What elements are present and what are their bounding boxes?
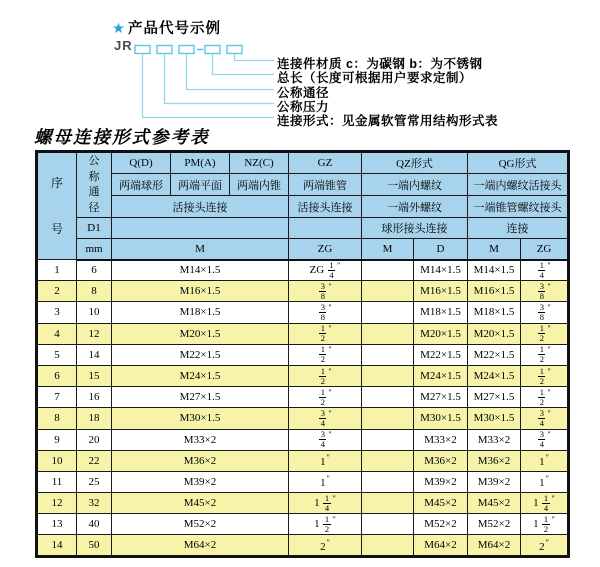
table-row <box>37 429 569 450</box>
cell-qz-d: M33×2 <box>414 429 468 450</box>
table-header <box>37 152 569 260</box>
cell-qz-d: M45×2 <box>414 493 468 514</box>
table-title: 螺母连接形式参考表 <box>34 128 210 148</box>
cell-gz <box>289 302 362 323</box>
col-header-nzc-sub: 两端内锥 <box>230 174 289 196</box>
fraction: $\frac{1}{2}$ <box>539 365 544 386</box>
inch-mark: ″ <box>551 493 555 503</box>
inch-mark: ″ <box>547 324 551 334</box>
inch-mark: ″ <box>547 366 551 376</box>
cell-qz-m <box>362 429 414 450</box>
cell-qz-d: M39×2 <box>414 471 468 492</box>
inch-mark: ″ <box>332 493 336 503</box>
cell-qz-d: M18×1.5 <box>414 302 468 323</box>
cell-qg-zg <box>521 344 569 365</box>
cell-seq: 12 <box>37 493 77 514</box>
fraction: $\frac{1}{4}$ <box>329 259 334 280</box>
table-row <box>37 450 569 471</box>
table-row <box>37 471 569 492</box>
leader-line <box>213 54 275 75</box>
code-label-connection: 连接形式：见金属软管常用结构形式表 <box>277 114 499 128</box>
cell-qz-m <box>362 408 414 429</box>
table-row <box>37 323 569 344</box>
cell-qg-m: M36×2 <box>468 450 521 471</box>
col-header-m3: M <box>112 239 289 260</box>
col-header-qg: QG形式 <box>468 152 569 174</box>
cell-qg-zg: 1″ <box>521 471 569 492</box>
cell-qg-m: M52×2 <box>468 514 521 535</box>
cell-seq: 7 <box>37 387 77 408</box>
leader-line <box>143 54 275 118</box>
cell-qg-zg <box>521 387 569 408</box>
inch-mark: ″ <box>328 408 332 418</box>
cell-qz-m <box>362 344 414 365</box>
cell-m: M64×2 <box>112 535 289 556</box>
table-row <box>37 365 569 386</box>
cell-qg-m: M30×1.5 <box>468 408 521 429</box>
fraction: $\frac{1}{2}$ <box>320 323 325 344</box>
col-header-qg-conn: 连接 <box>468 218 569 239</box>
cell-gz: ZG $\frac{1}{4}$ ″ <box>289 260 362 281</box>
inch-mark: ″ <box>545 537 549 547</box>
cell-qg-zg <box>521 302 569 323</box>
fraction: $\frac{3}{8}$ <box>320 280 325 301</box>
cell-qz-m <box>362 323 414 344</box>
cell-m: M18×1.5 <box>112 302 289 323</box>
inch-mark: ″ <box>328 430 332 440</box>
fraction: $\frac{1}{2}$ <box>539 323 544 344</box>
cell-m: M16×1.5 <box>112 281 289 302</box>
cell-qz-m <box>362 387 414 408</box>
cell-m: M24×1.5 <box>112 365 289 386</box>
cell-seq: 10 <box>37 450 77 471</box>
cell-qg-m: M16×1.5 <box>468 281 521 302</box>
inch-mark: ″ <box>328 366 332 376</box>
cell-qg-zg: 2″ <box>521 535 569 556</box>
cell-qz-d: M16×1.5 <box>414 281 468 302</box>
col-header-gz-sub: 两端锥管 <box>289 174 362 196</box>
cell-gz <box>289 387 362 408</box>
cell-m: M36×2 <box>112 450 289 471</box>
col-header-gz-conn: 活接头连接 <box>289 196 362 218</box>
col-header-qz: QZ形式 <box>362 152 468 174</box>
cell-m: M45×2 <box>112 493 289 514</box>
fraction: $\frac{1}{2}$ <box>320 365 325 386</box>
cell-qz-d: M30×1.5 <box>414 408 468 429</box>
code-box <box>135 46 150 54</box>
col-header-qg-sub1: 一端内螺纹活接头 <box>468 174 569 196</box>
col-header-zg: ZG <box>289 239 362 260</box>
col-header-qg-sub2: 一端锥管螺纹接头 <box>468 196 569 218</box>
inch-mark: ″ <box>337 260 341 270</box>
inch-mark: ″ <box>547 430 551 440</box>
leader-line <box>235 54 275 61</box>
cell-qg-m: M20×1.5 <box>468 323 521 344</box>
code-label-length: 总长（长度可根据用户要求定制） <box>277 71 473 85</box>
fraction: $\frac{3}{8}$ <box>539 302 544 322</box>
cell-dn: 8 <box>77 281 112 302</box>
fraction: $\frac{1}{2}$ <box>324 513 330 534</box>
cell-gz: 1 $\frac{1}{4}$ ″ <box>289 493 362 514</box>
cell-gz <box>289 429 362 450</box>
nut-connection-table <box>35 150 570 558</box>
fraction: $\frac{3}{8}$ <box>539 280 544 301</box>
cell-qg-m: M24×1.5 <box>468 365 521 386</box>
col-header-empty1 <box>112 218 289 239</box>
cell-qz-d: M22×1.5 <box>414 344 468 365</box>
inch-mark: ″ <box>332 514 336 524</box>
col-header-qg-zg: ZG <box>521 239 569 260</box>
cell-seq: 2 <box>37 281 77 302</box>
inch-mark: ″ <box>547 345 551 355</box>
cell-m: M14×1.5 <box>112 260 289 281</box>
cell-qz-m <box>362 471 414 492</box>
cell-dn: 14 <box>77 344 112 365</box>
cell-dn: 16 <box>77 387 112 408</box>
cell-gz <box>289 408 362 429</box>
fraction: $\frac{3}{8}$ <box>320 302 325 322</box>
cell-qg-m: M33×2 <box>468 429 521 450</box>
col-header-qz-m: M <box>362 239 414 260</box>
col-header-qg-m: M <box>468 239 521 260</box>
col-header-pma-sub: 两端平面 <box>171 174 230 196</box>
col-header-union-conn: 活接头连接 <box>112 196 289 218</box>
cell-qz-d: M24×1.5 <box>414 365 468 386</box>
col-header-empty2 <box>289 218 362 239</box>
table-row <box>37 260 569 281</box>
inch-mark: ″ <box>326 453 330 463</box>
code-label-diameter: 公称通径 <box>277 86 330 100</box>
code-label-pressure: 公称压力 <box>277 100 330 114</box>
cell-qg-zg <box>521 281 569 302</box>
cell-m: M33×2 <box>112 429 289 450</box>
cell-dn: 18 <box>77 408 112 429</box>
code-box <box>157 46 172 54</box>
fraction: $\frac{1}{2}$ <box>539 386 544 407</box>
cell-m: M22×1.5 <box>112 344 289 365</box>
cell-dn: 6 <box>77 260 112 281</box>
fraction: $\frac{1}{4}$ <box>543 492 549 513</box>
fraction: $\frac{1}{4}$ <box>324 492 330 513</box>
fraction: $\frac{3}{4}$ <box>320 408 325 428</box>
table-row <box>37 514 569 535</box>
cell-dn: 25 <box>77 471 112 492</box>
table-row <box>37 281 569 302</box>
cell-qz-m <box>362 535 414 556</box>
cell-qg-m: M64×2 <box>468 535 521 556</box>
cell-seq: 14 <box>37 535 77 556</box>
inch-mark: ″ <box>551 514 555 524</box>
col-header-qd-sub: 两端球形 <box>112 174 171 196</box>
cell-seq: 13 <box>37 514 77 535</box>
cell-qg-m: M22×1.5 <box>468 344 521 365</box>
cell-m: M27×1.5 <box>112 387 289 408</box>
cell-seq: 6 <box>37 365 77 386</box>
code-box <box>227 46 242 54</box>
col-header-d1: D1 <box>77 218 112 239</box>
cell-dn: 15 <box>77 365 112 386</box>
fraction: $\frac{3}{4}$ <box>539 429 544 450</box>
cell-m: M20×1.5 <box>112 323 289 344</box>
cell-qz-m <box>362 514 414 535</box>
fraction: $\frac{3}{4}$ <box>539 408 544 428</box>
cell-qg-m: M27×1.5 <box>468 387 521 408</box>
cell-qg-m: M18×1.5 <box>468 302 521 323</box>
col-header-qd: Q(D) <box>112 152 171 174</box>
table-row <box>37 302 569 323</box>
cell-seq: 9 <box>37 429 77 450</box>
cell-qz-m <box>362 365 414 386</box>
inch-mark: ″ <box>326 474 330 484</box>
diagram-heading-text: 产品代号示例 <box>128 21 221 37</box>
cell-seq: 11 <box>37 471 77 492</box>
code-box <box>179 46 194 54</box>
col-header-gz: GZ <box>289 152 362 174</box>
cell-qg-zg <box>521 323 569 344</box>
cell-qz-d: M20×1.5 <box>414 323 468 344</box>
table-body <box>37 260 569 557</box>
col-header-seq: 序号 <box>37 152 77 260</box>
cell-seq: 8 <box>37 408 77 429</box>
cell-qz-m <box>362 302 414 323</box>
cell-gz: 1″ <box>289 471 362 492</box>
star-icon: ★ <box>112 21 126 37</box>
cell-gz <box>289 365 362 386</box>
cell-qg-zg <box>521 260 569 281</box>
col-header-qz-sub2: 一端外螺纹 <box>362 196 468 218</box>
table-row <box>37 387 569 408</box>
inch-mark: ″ <box>547 281 551 291</box>
leader-line <box>187 54 275 90</box>
cell-seq: 4 <box>37 323 77 344</box>
cell-qz-d: M52×2 <box>414 514 468 535</box>
col-header-qz-d: D <box>414 239 468 260</box>
inch-mark: ″ <box>545 474 549 484</box>
cell-qg-zg <box>521 365 569 386</box>
col-header-dn: 公称通径 <box>77 152 112 218</box>
table-row <box>37 408 569 429</box>
fraction: $\frac{1}{2}$ <box>320 344 325 365</box>
inch-mark: ″ <box>547 260 551 270</box>
cell-qz-d: M27×1.5 <box>414 387 468 408</box>
inch-mark: ″ <box>328 303 332 313</box>
inch-mark: ″ <box>326 537 330 547</box>
table-row <box>37 535 569 556</box>
cell-dn: 12 <box>77 323 112 344</box>
col-header-pma: PM(A) <box>171 152 230 174</box>
fraction: $\frac{1}{2}$ <box>543 513 549 534</box>
cell-qz-m <box>362 281 414 302</box>
inch-mark: ″ <box>547 408 551 418</box>
cell-dn: 32 <box>77 493 112 514</box>
cell-gz: 2″ <box>289 535 362 556</box>
cell-qg-zg <box>521 429 569 450</box>
col-header-nzc: NZ(C) <box>230 152 289 174</box>
col-header-qz-conn: 球形接头连接 <box>362 218 468 239</box>
cell-dn: 40 <box>77 514 112 535</box>
cell-dn: 50 <box>77 535 112 556</box>
cell-gz: 1 $\frac{1}{2}$ ″ <box>289 514 362 535</box>
cell-qz-m <box>362 260 414 281</box>
cell-gz <box>289 281 362 302</box>
cell-dn: 22 <box>77 450 112 471</box>
cell-m: M30×1.5 <box>112 408 289 429</box>
cell-qz-m <box>362 450 414 471</box>
cell-qg-m: M39×2 <box>468 471 521 492</box>
inch-mark: ″ <box>545 453 549 463</box>
cell-qg-zg: 1 $\frac{1}{2}$ ″ <box>521 514 569 535</box>
cell-gz <box>289 323 362 344</box>
col-header-qz-sub1: 一端内螺纹 <box>362 174 468 196</box>
diagram-heading <box>112 17 221 38</box>
cell-qz-d: M14×1.5 <box>414 260 468 281</box>
inch-mark: ″ <box>328 345 332 355</box>
inch-mark: ″ <box>328 281 332 291</box>
code-box <box>205 46 220 54</box>
cell-seq: 1 <box>37 260 77 281</box>
cell-gz <box>289 344 362 365</box>
code-prefix: JR <box>114 38 133 53</box>
table-row <box>37 493 569 514</box>
cell-qz-d: M64×2 <box>414 535 468 556</box>
inch-mark: ″ <box>328 387 332 397</box>
fraction: $\frac{3}{4}$ <box>320 429 325 450</box>
code-label-material: 连接件材质 c：为碳钢 b：为不锈钢 <box>277 57 483 71</box>
cell-seq: 3 <box>37 302 77 323</box>
cell-m: M52×2 <box>112 514 289 535</box>
cell-qg-zg: 1 $\frac{1}{4}$ ″ <box>521 493 569 514</box>
inch-mark: ″ <box>328 324 332 334</box>
cell-qg-m: M14×1.5 <box>468 260 521 281</box>
cell-qg-zg <box>521 408 569 429</box>
cell-gz: 1″ <box>289 450 362 471</box>
cell-qz-d: M36×2 <box>414 450 468 471</box>
inch-mark: ″ <box>547 303 551 313</box>
fraction: $\frac{1}{2}$ <box>320 386 325 407</box>
cell-qz-m <box>362 493 414 514</box>
fraction: $\frac{1}{4}$ <box>539 259 544 280</box>
cell-dn: 20 <box>77 429 112 450</box>
cell-seq: 5 <box>37 344 77 365</box>
col-header-mm: mm <box>77 239 112 260</box>
cell-qg-zg: 1″ <box>521 450 569 471</box>
cell-qg-m: M45×2 <box>468 493 521 514</box>
cell-dn: 10 <box>77 302 112 323</box>
inch-mark: ″ <box>547 387 551 397</box>
cell-m: M39×2 <box>112 471 289 492</box>
table-row <box>37 344 569 365</box>
fraction: $\frac{1}{2}$ <box>539 344 544 365</box>
